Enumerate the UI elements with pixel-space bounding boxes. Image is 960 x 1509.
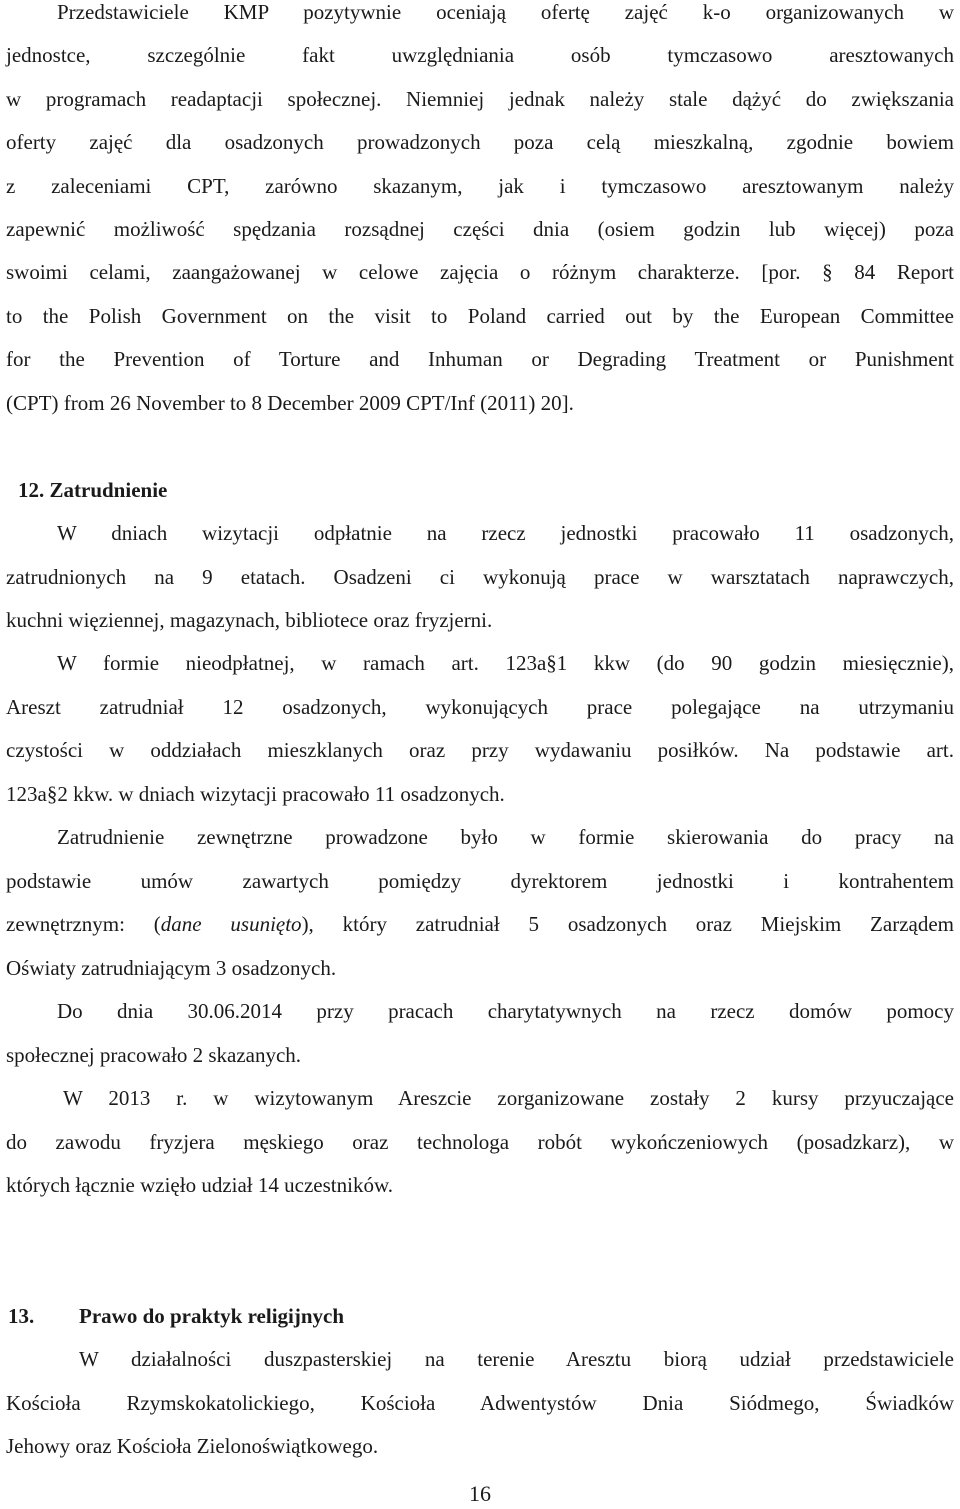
paragraph-line: Areszt zatrudniał 12 osadzonych, wykonujących prace polegające na utrzymaniu [6,695,954,719]
paragraph-line: W działalności duszpasterskiej na terenie Aresztu biorą udział przedstawiciele [79,1347,954,1371]
section-number: 13. [8,1304,35,1328]
paragraph-line: to the Polish Government on the visit to Poland carried out by the European Committee [6,304,954,328]
text-run: zewnętrznym: ( [6,912,161,936]
paragraph-line: swoimi celami, zaangażowanej w celowe zajęcia o różnym charakterze. [por. § 84 Report [6,260,954,284]
text-run: ), który zatrudniał 5 osadzonych oraz Miejskim Zarządem [301,912,954,936]
paragraph-line: podstawie umów zawartych pomiędzy dyrektorem jednostki i kontrahentem [6,869,954,893]
paragraph-line: W 2013 r. w wizytowanym Areszcie zorganizowane zostały 2 kursy przyuczające [63,1086,954,1110]
paragraph-line: zapewnić możliwość spędzania rozsądnej części dnia (osiem godzin lub więcej) poza [6,217,954,241]
paragraph-line: Przedstawiciele KMP pozytywnie oceniają ofertę zajęć k-o organizowanych w [57,0,954,24]
page-number: 16 [469,1481,491,1506]
paragraph-line: 123a§2 kkw. w dniach wizytacji pracowało 11 osadzonych. [6,782,505,806]
section-heading: 12. Zatrudnienie [18,478,168,502]
paragraph-line: for the Prevention of Torture and Inhuman or Degrading Treatment or Punishment [6,347,954,371]
paragraph-line: których łącznie wzięło udział 14 uczestników. [6,1173,393,1197]
paragraph-line: z zaleceniami CPT, zarówno skazanym, jak i tymczasowo aresztowanym należy [6,174,954,198]
paragraph-line: W formie nieodpłatnej, w ramach art. 123a§1 kkw (do 90 godzin miesięcznie), [57,651,954,675]
redacted-note: dane usunięto [160,912,302,936]
paragraph-line: w programach readaptacji społecznej. Niemniej jednak należy stale dążyć do zwiększania [6,87,954,111]
paragraph-line: Do dnia 30.06.2014 przy pracach charytatywnych na rzecz domów pomocy [57,999,954,1023]
paragraph-line: jednostce, szczególnie fakt uwzględniania osób tymczasowo aresztowanych [6,43,954,67]
paragraph-line: kuchni więziennej, magazynach, bibliotece oraz fryzjerni. [6,608,493,632]
paragraph-line: do zawodu fryzjera męskiego oraz technologa robót wykończeniowych (posadzkarz), w [6,1130,954,1154]
paragraph-line: W dniach wizytacji odpłatnie na rzecz jednostki pracowało 11 osadzonych, [57,521,954,545]
paragraph-line: społecznej pracowało 2 skazanych. [6,1043,302,1067]
paragraph-line: oferty zajęć dla osadzonych prowadzonych poza celą mieszkalną, zgodnie bowiem [6,130,954,154]
paragraph-line: Kościoła Rzymskokatolickiego, Kościoła Adwentystów Dnia Siódmego, Świadków [6,1391,954,1415]
paragraph-line: (CPT) from 26 November to 8 December 2009 CPT/Inf (2011) 20]. [6,391,574,415]
paragraph-line: Jehowy oraz Kościoła Zielonoświątkowego. [6,1434,379,1458]
paragraph-line: zatrudnionych na 9 etatach. Osadzeni ci wykonują prace w warsztatach naprawczych, [6,565,954,589]
paragraph-line: czystości w oddziałach mieszklanych oraz przy wydawaniu posiłków. Na podstawie art. [6,738,954,762]
paragraph-line: Zatrudnienie zewnętrzne prowadzone było w formie skierowania do pracy na [57,825,954,849]
paragraph-line: Oświaty zatrudniającym 3 osadzonych. [6,956,337,980]
paragraph-line [6,909,954,939]
section-title: Prawo do praktyk religijnych [79,1304,345,1328]
